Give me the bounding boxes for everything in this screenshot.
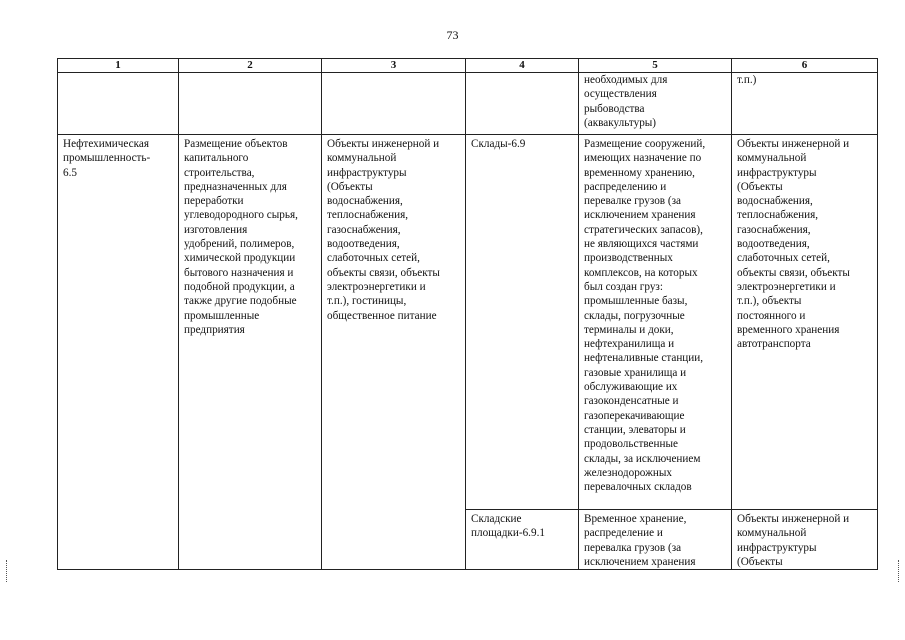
cell-use-storage-sites-description: Временное хранение, распределение и перевалка грузов (за исключением хранения <box>579 510 732 570</box>
header-col-6: 6 <box>732 59 878 73</box>
cell-use-warehouses: Склады-6.9 <box>466 135 579 510</box>
cell-use-warehouses-description: Размещение сооружений, имеющих назначение по временному хранению, распределению и перевалке грузов (за исключением хранения стратегических запасов), не являющихся частями производственных комплексов, на которых был создан груз: промышленные базы, склады, погрузочные терминалы и доки, нефтехранилища и нефтеналивные станции, газовые хранилища и обслуживающие их газоконденсатные и газоперекачивающие станции, элеваторы и продовольственные склады, за исключением железнодорожных перевалочных складов <box>579 135 732 510</box>
cell-zone-auxiliary: Объекты инженерной и коммунальной инфраструктуры (Объекты водоснабжения, теплоснабжения, газоснабжения, водоотведения, слаботочных сетей, объекты связи, объекты электроэнергетики и т.п.), гостиницы, общественное питание <box>322 135 466 570</box>
cell-use-warehouses-auxiliary: Объекты инженерной и коммунальной инфраструктуры (Объекты водоснабжения, теплоснабжения, газоснабжения, водоотведения, слаботочных сетей, объекты связи, объекты электроэнергетики и т.п.), объекты постоянного и временного хранения автотранспорта <box>732 135 878 510</box>
header-col-4: 4 <box>466 59 579 73</box>
right-margin-mark <box>898 560 900 582</box>
cell-zone-name: Нефтехимическая промышленность- 6.5 <box>58 135 179 570</box>
cell-cont-col4 <box>466 73 579 135</box>
left-margin-mark <box>6 560 8 582</box>
table-header-row <box>58 59 878 73</box>
permitted-use-table <box>57 58 878 570</box>
cell-cont-col1 <box>58 73 179 135</box>
cell-cont-col2 <box>179 73 322 135</box>
header-col-3: 3 <box>322 59 466 73</box>
cell-cont-col5: необходимых для осуществления рыбоводства (аквакультуры) <box>579 73 732 135</box>
page-number: 73 <box>446 28 459 42</box>
header-col-1: 1 <box>58 59 179 73</box>
cell-cont-col3 <box>322 73 466 135</box>
cell-cont-col6: т.п.) <box>732 73 878 135</box>
header-col-2: 2 <box>179 59 322 73</box>
header-col-5: 5 <box>579 59 732 73</box>
cell-zone-description: Размещение объектов капитального строительства, предназначенных для переработки углеводородного сырья, изготовления удобрений, полимеров, химической продукции бытового назначения и подобной продукции, а также другие подобные промышленные предприятия <box>179 135 322 570</box>
cell-use-storage-sites: Складские площадки-6.9.1 <box>466 510 579 570</box>
cell-use-storage-sites-auxiliary: Объекты инженерной и коммунальной инфраструктуры (Объекты <box>732 510 878 570</box>
table-row-continuation <box>58 73 878 135</box>
table-row-petrochemical <box>58 135 878 510</box>
